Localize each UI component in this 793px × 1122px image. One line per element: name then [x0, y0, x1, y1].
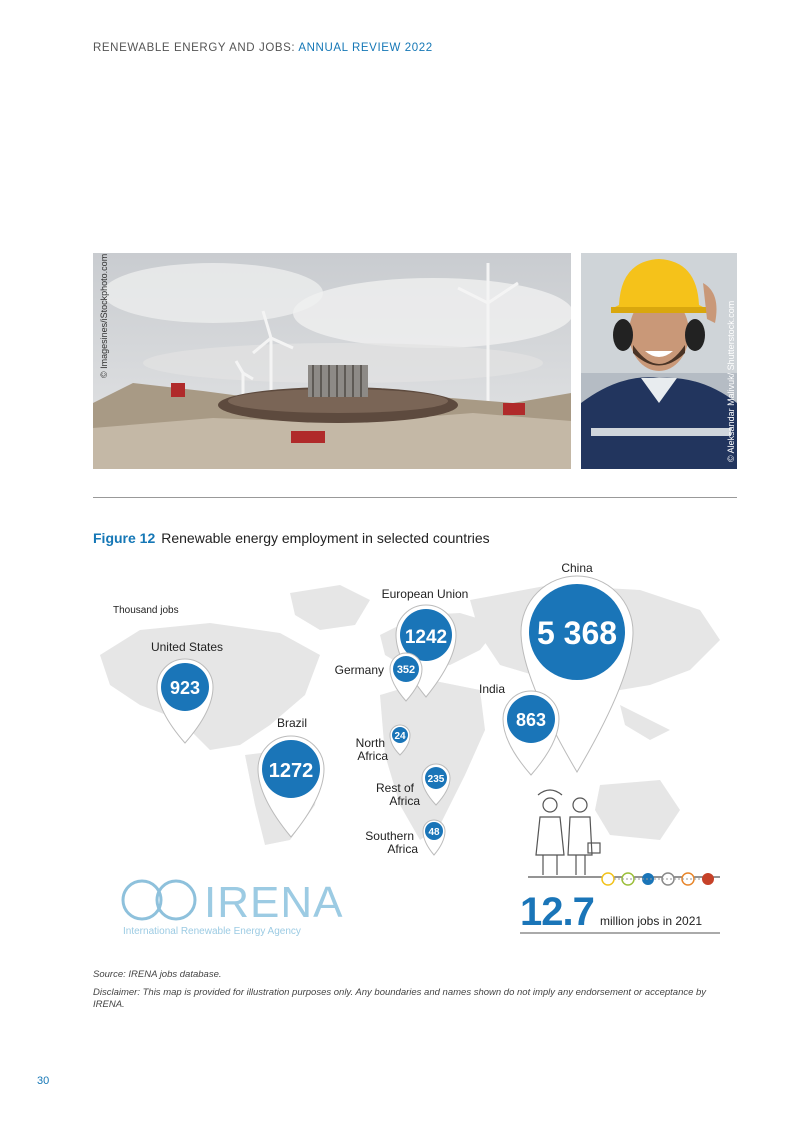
total-jobs-label: million jobs in 2021	[600, 914, 703, 928]
pin-china-label: China	[561, 561, 593, 575]
header-title: RENEWABLE ENERGY AND JOBS:	[93, 42, 299, 54]
solar-icon	[602, 873, 614, 885]
pin-north-africa-label-2: Africa	[357, 749, 388, 763]
pin-eu-value: 1242	[404, 627, 448, 648]
irena-logo	[123, 878, 343, 937]
wind-farm-photo	[93, 253, 571, 469]
running-header	[93, 42, 433, 54]
pin-us-value: 923	[169, 678, 201, 698]
employment-map	[80, 555, 740, 945]
figure-title	[93, 530, 490, 546]
pin-germany	[335, 653, 422, 701]
figure-disclaimer: Disclaimer: This map is provided for illustration purposes only. Any boundaries and names shown do not imply any endorsement or acceptance by IRENA.	[93, 987, 707, 1010]
pin-china-value: 5 368	[536, 615, 618, 651]
pin-rest-africa-value: 235	[427, 774, 445, 785]
worker-illustration	[581, 253, 737, 469]
figure-source: Source: IRENA jobs database.	[93, 969, 222, 980]
pin-india-label: India	[478, 682, 506, 696]
pin-north-africa-value: 24	[394, 731, 406, 742]
irena-logo-text: IRENA	[204, 878, 344, 927]
pin-india-value: 863	[515, 710, 547, 730]
pin-southern-africa-value: 48	[428, 827, 440, 838]
technology-icons	[602, 873, 714, 885]
photo-credit-left: © Imagesines/iStockphoto.com	[99, 253, 109, 378]
figure-number: Figure 12	[93, 530, 156, 546]
pin-eu-label: European Union	[381, 587, 469, 601]
pin-rest-africa-label-2: Africa	[389, 794, 420, 808]
header-subtitle: ANNUAL REVIEW 2022	[298, 42, 433, 54]
irena-logo-subtext: International Renewable Energy Agency	[123, 926, 301, 937]
pin-southern-africa-label-2: Africa	[387, 842, 418, 856]
section-divider	[93, 497, 737, 498]
pin-india	[479, 682, 559, 775]
figure-caption: Renewable energy employment in selected countries	[161, 530, 490, 546]
pin-germany-label: Germany	[334, 663, 384, 677]
pin-southern-africa-label-1: Southern	[365, 829, 414, 843]
page-number: 30	[37, 1075, 50, 1087]
pin-us-label: United States	[150, 640, 224, 654]
pin-north-africa-label-1: North	[355, 736, 385, 750]
photo-credit-right: © Aleksandar Malivuk/ Shutterstock.com	[726, 300, 736, 462]
pin-southern-africa	[365, 820, 445, 856]
total-jobs-value: 12.7	[520, 890, 594, 934]
pin-brazil-label: Brazil	[276, 716, 308, 730]
unit-label: Thousand jobs	[113, 605, 179, 616]
geothermal-icon	[702, 873, 714, 885]
pin-rest-africa-label-1: Rest of	[375, 781, 414, 795]
wind-farm-illustration	[93, 253, 571, 469]
pin-brazil-value: 1272	[268, 760, 314, 782]
worker-photo	[581, 253, 737, 469]
pin-germany-value: 352	[396, 664, 416, 676]
